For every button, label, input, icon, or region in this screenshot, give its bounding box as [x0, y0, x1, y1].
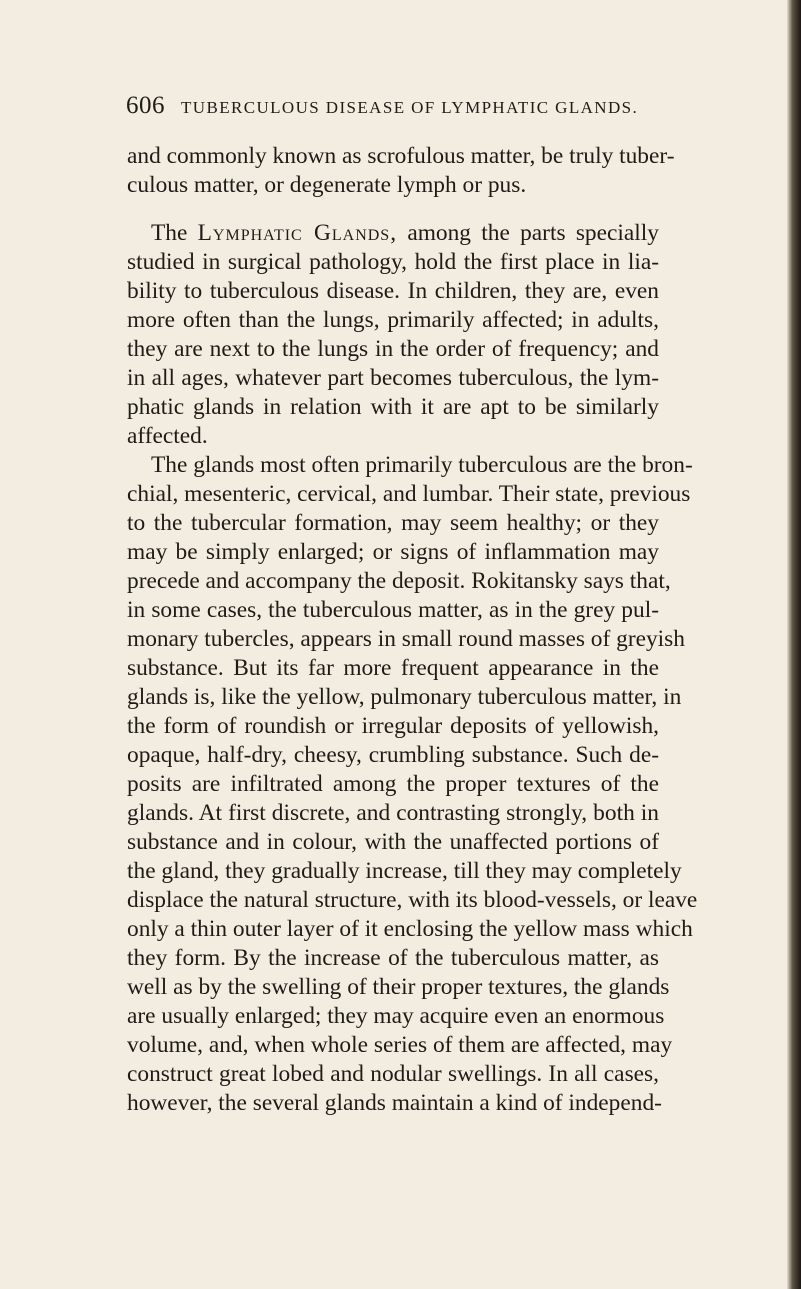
text-line: chial, mesenteric, cervical, and lumbar. Their state, previous — [127, 481, 691, 507]
text-line: substance and in colour, with the unaffected portions of — [127, 829, 659, 855]
paragraph-gap — [127, 200, 659, 219]
text-line: substance. But its far more frequent appearance in the — [127, 655, 659, 681]
text-line: glands is, like the yellow, pulmonary tuberculous matter, in — [127, 684, 682, 710]
text-line: opaque, half-dry, cheesy, crumbling substance. Such de- — [127, 742, 659, 768]
running-title: TUBERCULOUS DISEASE OF LYMPHATIC GLANDS. — [181, 98, 639, 117]
text-line: well as by the swelling of their proper textures, the glands — [127, 974, 670, 1000]
text-line: in all ages, whatever part becomes tuberculous, the lym- — [127, 365, 659, 391]
text-line: culous matter, or degenerate lymph or pus. — [127, 172, 527, 198]
text-line: are usually enlarged; they may acquire even an enormous — [127, 1003, 665, 1029]
text-line: they are next to the lungs in the order of frequency; and — [127, 336, 659, 362]
text-line: The glands most often primarily tuberculous are the bron- — [151, 452, 693, 478]
body-text — [127, 142, 698, 1118]
text-line: only a thin outer layer of it enclosing the yellow mass which — [127, 916, 693, 942]
text-line: to the tubercular formation, may seem healthy; or they — [127, 510, 659, 536]
text-line: monary tubercles, appears in small round masses of greyish — [127, 626, 685, 652]
text-line: construct great lobed and nodular swellings. In all cases, — [127, 1061, 659, 1087]
text-line: they form. By the increase of the tuberculous matter, as — [127, 945, 659, 971]
text-line: however, the several glands maintain a kind of independ- — [127, 1090, 662, 1116]
page-header — [126, 92, 666, 122]
text-line: precede and accompany the deposit. Rokitansky says that, — [127, 568, 671, 594]
text-line: bility to tuberculous disease. In children, they are, even — [127, 278, 659, 304]
text-line — [127, 219, 659, 248]
text-line: volume, and, when whole series of them are affected, may — [127, 1032, 673, 1058]
text-line: posits are infiltrated among the proper textures of the — [127, 771, 659, 797]
page-number: 606 — [126, 92, 165, 119]
text-line: displace the natural structure, with its blood-vessels, or leave — [127, 887, 698, 913]
line-rest: among the parts specially — [407, 220, 659, 246]
text-line: phatic glands in relation with it are apt to be similarly — [127, 394, 659, 420]
text-line: affected. — [127, 423, 208, 449]
text-line: may be simply enlarged; or signs of inflammation may — [127, 539, 659, 565]
text-line: more often than the lungs, primarily affected; in adults, — [127, 307, 659, 333]
text-line: the gland, they gradually increase, till they may completely — [127, 858, 682, 884]
text-line: the form of roundish or irregular deposits of yellowish, — [127, 713, 659, 739]
text-line: in some cases, the tuberculous matter, as in the grey pul- — [127, 597, 659, 623]
text-line: studied in surgical pathology, hold the first place in lia- — [127, 249, 659, 275]
text-line: and commonly known as scrofulous matter, be truly tuber- — [127, 143, 675, 169]
page-spine-edge — [787, 0, 801, 1289]
text-line: glands. At first discrete, and contrasting strongly, both in — [127, 800, 659, 826]
smallcaps-term: Lymphatic Glands, — [197, 220, 398, 246]
line-prefix: The — [151, 220, 188, 246]
